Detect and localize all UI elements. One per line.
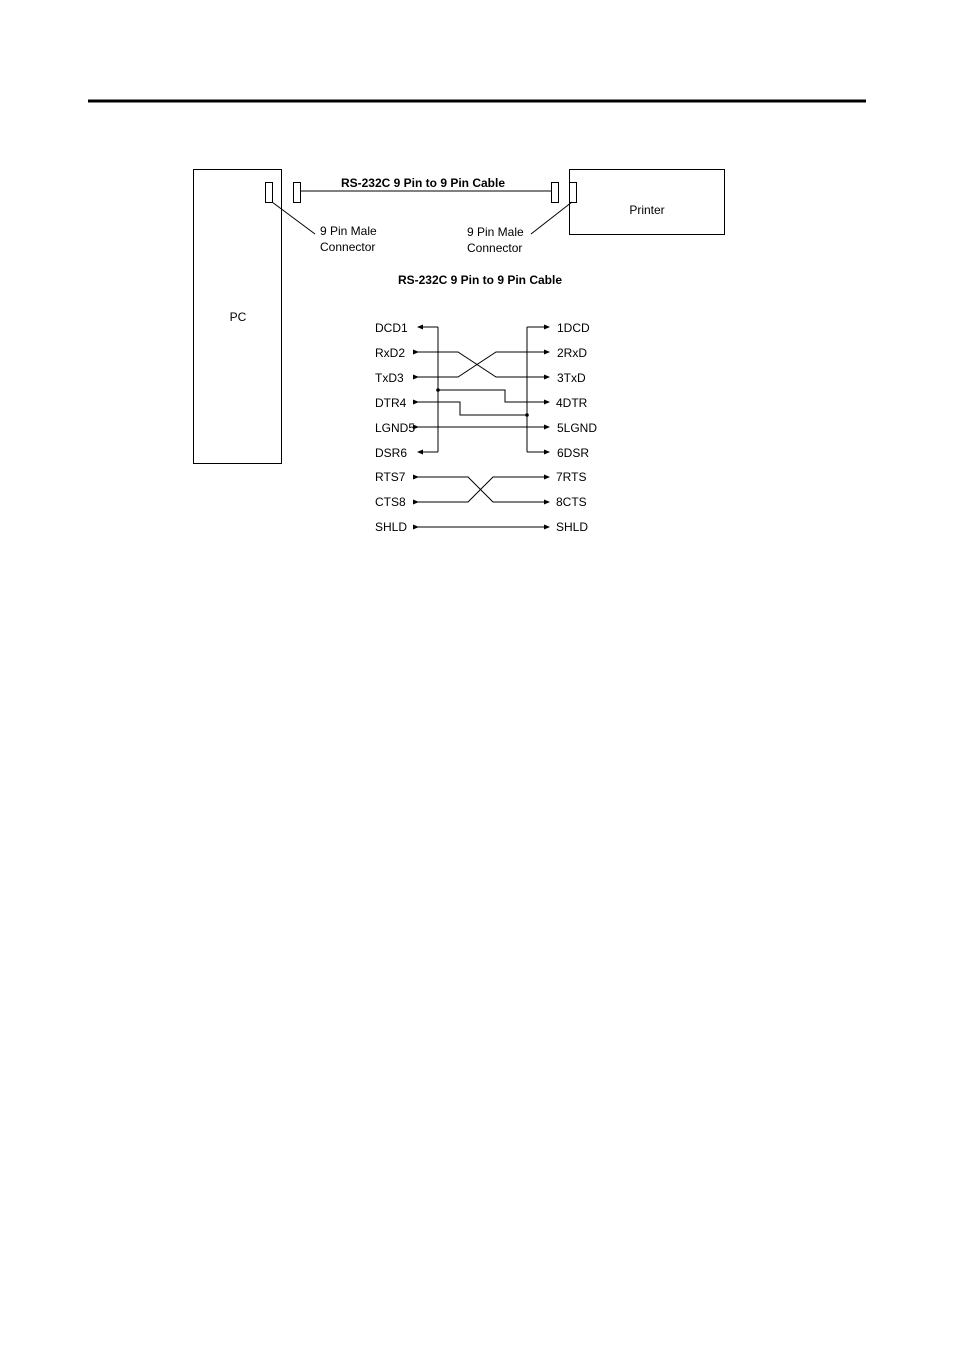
pin-right-2rxd: 2RxD [557,346,588,360]
cable-plug-right [552,183,559,203]
cable-title: RS-232C 9 Pin to 9 Pin Cable [340,176,506,190]
pin-right-3txd: 3TxD [557,371,586,385]
pin-left-cts8: CTS8 [375,495,406,509]
pin-left-txd3: TxD3 [375,371,404,385]
pin-left-rxd2: RxD2 [375,346,406,360]
junction-right [525,413,529,417]
wire-cts8-to-7rts [418,477,549,502]
pin-left-dsr6: DSR6 [375,446,408,460]
pc-label: PC [229,310,247,324]
pin-right-shld: SHLD [556,520,589,534]
pin-left-shld: SHLD [375,520,408,534]
left-connector-label-1: 9 Pin Male [320,224,377,238]
pin-left-dcd1: DCD1 [375,321,408,335]
pin-right-5lgnd: 5LGND [557,421,598,435]
pc-connector [266,183,273,203]
pin-right-1dcd: 1DCD [557,321,590,335]
wiring-title: RS-232C 9 Pin to 9 Pin Cable [397,273,563,287]
printer-connector [570,183,577,203]
cable-plug-left [294,183,301,203]
pin-right-4dtr: 4DTR [556,396,588,410]
wire-rts7-to-8cts [418,477,549,502]
printer-connector-leader [531,202,572,234]
printer-box [570,170,725,235]
right-connector-label-2: Connector [467,241,523,255]
left-connector-label-2: Connector [320,240,376,254]
right-connector-label-1: 9 Pin Male [467,225,524,239]
wire-4dtr-right [438,390,549,402]
printer-label: Printer [629,203,665,217]
pin-right-8cts: 8CTS [556,495,587,509]
pin-left-lgnd5: LGND5 [375,421,416,435]
pin-right-6dsr: 6DSR [557,446,590,460]
pin-right-7rts: 7RTS [556,470,587,484]
pin-left-dtr4: DTR4 [375,396,407,410]
pin-left-rts7: RTS7 [375,470,406,484]
wire-dtr4-left [418,402,527,415]
